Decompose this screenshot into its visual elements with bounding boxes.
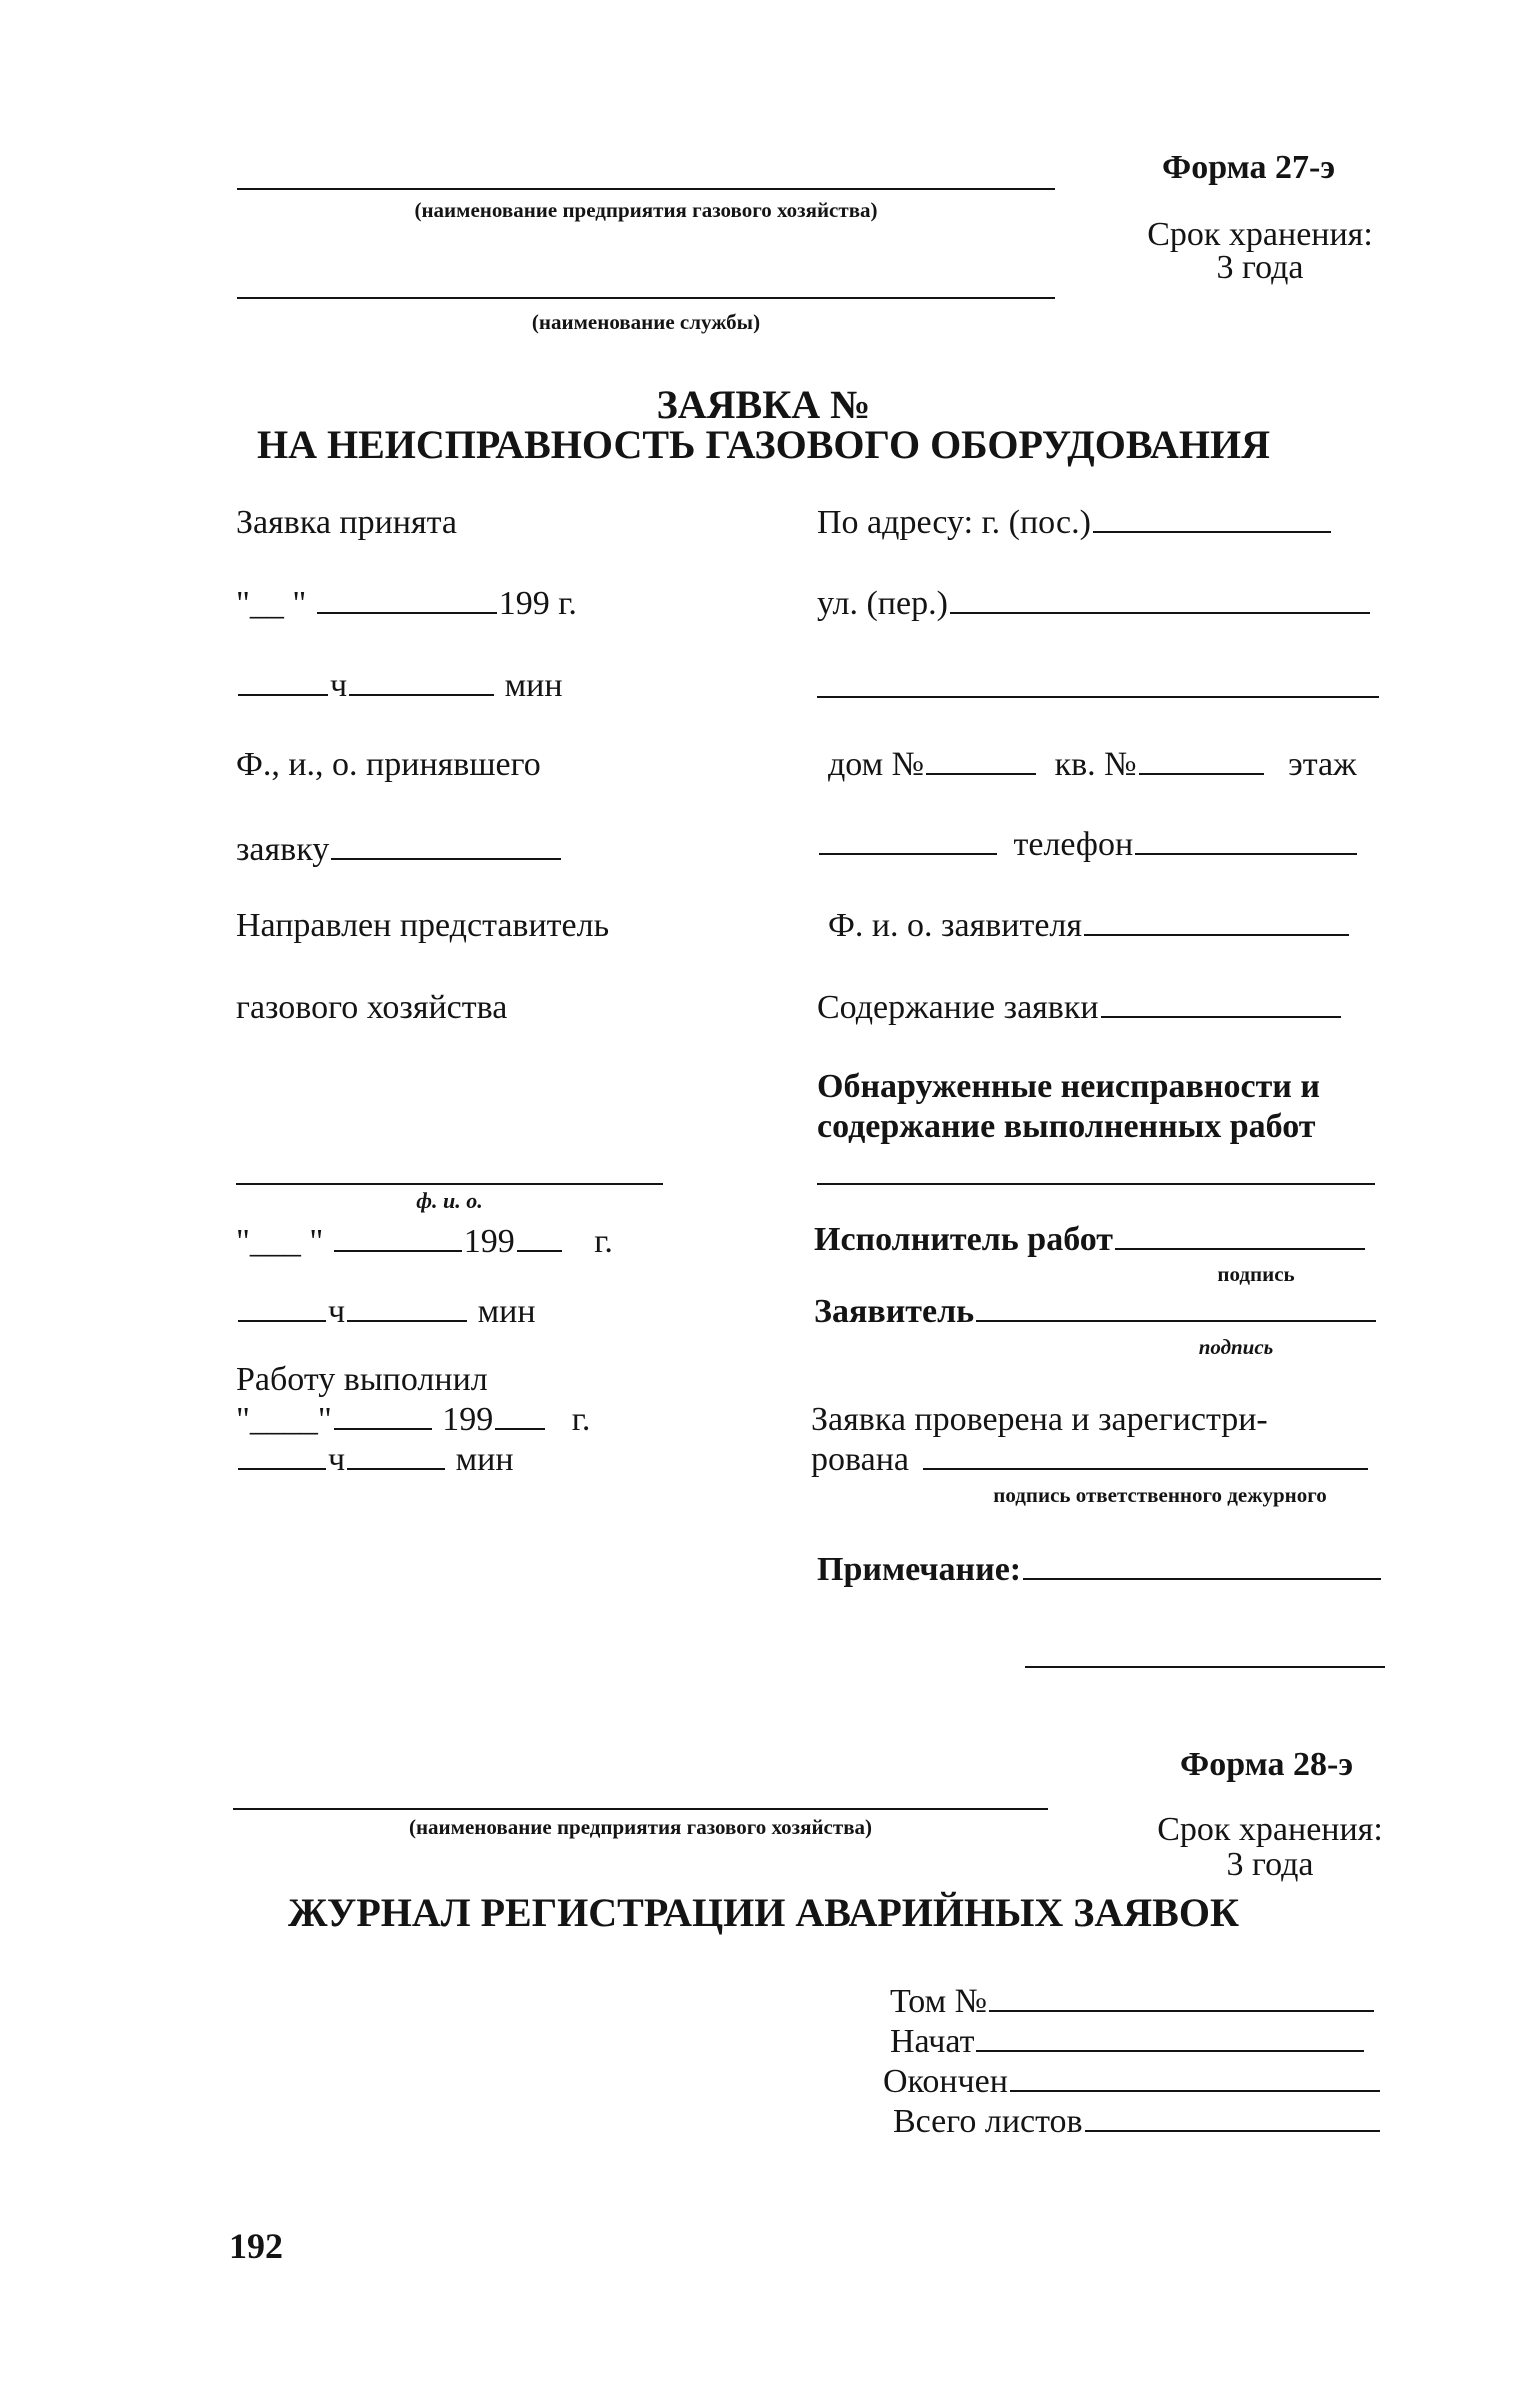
applicant-fio-label: Ф. и. о. заявителя bbox=[828, 907, 1083, 944]
address-row bbox=[817, 503, 1333, 543]
work-month-blank bbox=[334, 1426, 432, 1430]
address-label: По адресу: г. (пос.) bbox=[817, 504, 1091, 541]
sheets-row bbox=[893, 2102, 1382, 2142]
sheets-blank bbox=[1085, 2128, 1380, 2132]
started-blank bbox=[976, 2048, 1364, 2052]
found-faults-line bbox=[817, 1183, 1375, 1185]
street-blank bbox=[950, 610, 1370, 614]
sent-rep-label: Направлен представитель bbox=[236, 907, 610, 944]
storage-label: Срок хранения: bbox=[1147, 216, 1373, 253]
applicant-fio-blank bbox=[1084, 932, 1349, 936]
accepted-date-row bbox=[236, 584, 577, 624]
duty-sign-caption: подпись ответственного дежурного bbox=[993, 1483, 1327, 1507]
work-done-label: Работу выполнил bbox=[236, 1361, 488, 1398]
house-row bbox=[828, 745, 1357, 785]
rep-month-blank bbox=[334, 1248, 462, 1252]
checked-line1: Заявка проверена и зарегистри- bbox=[811, 1401, 1268, 1438]
apt-blank bbox=[1139, 771, 1264, 775]
floor-value-blank bbox=[819, 851, 997, 855]
checked-line2: рована bbox=[811, 1441, 909, 1478]
org-name-line bbox=[237, 188, 1055, 190]
rep-date-row bbox=[236, 1222, 613, 1262]
work-time-row bbox=[236, 1440, 514, 1480]
work-minute-blank bbox=[347, 1466, 445, 1470]
hour-label: ч bbox=[330, 667, 348, 704]
accepted-time-row bbox=[236, 666, 563, 706]
work-minute-label: мин bbox=[455, 1441, 514, 1478]
form-28-title: ЖУРНАЛ РЕГИСТРАЦИИ АВАРИЙНЫХ ЗАЯВОК bbox=[288, 1890, 1239, 1935]
rep-fio-caption: ф. и. о. bbox=[416, 1188, 483, 1213]
finished-blank bbox=[1010, 2088, 1380, 2092]
service-name-line bbox=[237, 297, 1055, 299]
rep-day-quote: "___ " bbox=[236, 1223, 324, 1260]
floor-label: этаж bbox=[1288, 746, 1357, 783]
work-date-row bbox=[236, 1400, 590, 1440]
year-label: 199 г. bbox=[498, 585, 577, 622]
fio-accepted-label: Ф., и., о. принявшего bbox=[236, 746, 541, 783]
storage-value: 3 года bbox=[1216, 249, 1304, 286]
form-28-storage-value: 3 года bbox=[1226, 1846, 1314, 1883]
rep-year: 199 bbox=[463, 1223, 515, 1260]
request-word: заявку bbox=[236, 831, 330, 868]
content-label: Содержание заявки bbox=[817, 989, 1099, 1026]
phone-blank bbox=[1135, 851, 1357, 855]
note-extra-line bbox=[1025, 1666, 1385, 1668]
rep-fio-line bbox=[236, 1183, 663, 1185]
volume-row bbox=[890, 1982, 1376, 2022]
day-quote: "__ " bbox=[236, 585, 307, 622]
applicant-blank bbox=[976, 1318, 1376, 1322]
executor-row bbox=[814, 1220, 1367, 1260]
executor-sign-caption: подпись bbox=[1217, 1262, 1295, 1286]
work-hour-blank bbox=[238, 1466, 326, 1470]
finished-row bbox=[883, 2062, 1382, 2102]
phone-label: телефон bbox=[1013, 826, 1134, 863]
phone-row bbox=[817, 825, 1359, 865]
request-accepted-label: Заявка принята bbox=[236, 504, 457, 541]
service-name-caption: (наименование службы) bbox=[531, 310, 761, 334]
form-28-label: Форма 28-э bbox=[1180, 1746, 1354, 1783]
minute-label: мин bbox=[504, 667, 563, 704]
applicant-row bbox=[814, 1292, 1378, 1332]
street-label: ул. (пер.) bbox=[817, 585, 948, 622]
request-word-blank bbox=[331, 856, 561, 860]
apt-label: кв. № bbox=[1054, 746, 1137, 783]
form-27-label: Форма 27-э bbox=[1162, 149, 1336, 186]
applicant-label: Заявитель bbox=[814, 1293, 975, 1330]
address-extra-line bbox=[817, 696, 1379, 698]
minute-blank bbox=[349, 692, 494, 696]
applicant-sign-caption: подпись bbox=[1198, 1335, 1274, 1359]
work-year-suffix: г. bbox=[571, 1401, 591, 1438]
form-27-title-line2: НА НЕИСПРАВНОСТЬ ГАЗОВОГО ОБОРУДОВАНИЯ bbox=[256, 422, 1271, 467]
work-day-quote: "____" bbox=[236, 1401, 332, 1438]
gas-service-label: газового хозяйства bbox=[236, 989, 508, 1026]
work-hour-label: ч bbox=[328, 1441, 346, 1478]
sheets-label: Всего листов bbox=[893, 2103, 1083, 2140]
volume-blank bbox=[989, 2008, 1374, 2012]
rep-time-row bbox=[236, 1292, 536, 1332]
request-word-row bbox=[236, 830, 563, 870]
hour-blank bbox=[238, 692, 328, 696]
work-year: 199 bbox=[442, 1401, 494, 1438]
executor-label: Исполнитель работ bbox=[814, 1221, 1113, 1258]
found-faults-line2: содержание выполненных работ bbox=[817, 1108, 1316, 1145]
applicant-fio-row bbox=[828, 906, 1351, 946]
checked-row bbox=[811, 1440, 1370, 1480]
house-blank bbox=[926, 771, 1036, 775]
house-label: дом № bbox=[828, 746, 925, 783]
form-27-title-line1: ЗАЯВКА № bbox=[656, 382, 871, 427]
note-blank bbox=[1023, 1576, 1381, 1580]
month-blank bbox=[317, 610, 497, 614]
org-name-caption: (наименование предприятия газового хозяйства) bbox=[414, 198, 878, 222]
work-year-blank bbox=[495, 1426, 545, 1430]
page-number: 192 bbox=[229, 2226, 283, 2266]
rep-hour-blank bbox=[238, 1318, 326, 1322]
form-28-storage-label: Срок хранения: bbox=[1157, 1811, 1383, 1848]
rep-hour-label: ч bbox=[328, 1293, 346, 1330]
rep-minute-label: мин bbox=[477, 1293, 536, 1330]
finished-label: Окончен bbox=[883, 2063, 1008, 2100]
duty-sign-blank bbox=[923, 1466, 1368, 1470]
note-label: Примечание: bbox=[817, 1551, 1022, 1588]
executor-blank bbox=[1115, 1246, 1365, 1250]
street-row bbox=[817, 584, 1372, 624]
rep-minute-blank bbox=[347, 1318, 467, 1322]
found-faults-line1: Обнаруженные неисправности и bbox=[817, 1068, 1320, 1105]
note-row bbox=[817, 1550, 1383, 1590]
form-28-org-line bbox=[233, 1808, 1048, 1810]
content-blank bbox=[1101, 1014, 1341, 1018]
rep-year-blank bbox=[517, 1248, 562, 1252]
started-row bbox=[890, 2022, 1366, 2062]
content-row bbox=[817, 988, 1343, 1028]
rep-year-suffix: г. bbox=[594, 1223, 613, 1260]
form-28-org-caption: (наименование предприятия газового хозяйства) bbox=[408, 1815, 873, 1839]
started-label: Начат bbox=[890, 2023, 975, 2060]
volume-label: Том № bbox=[890, 1983, 988, 2020]
address-blank bbox=[1093, 529, 1331, 533]
